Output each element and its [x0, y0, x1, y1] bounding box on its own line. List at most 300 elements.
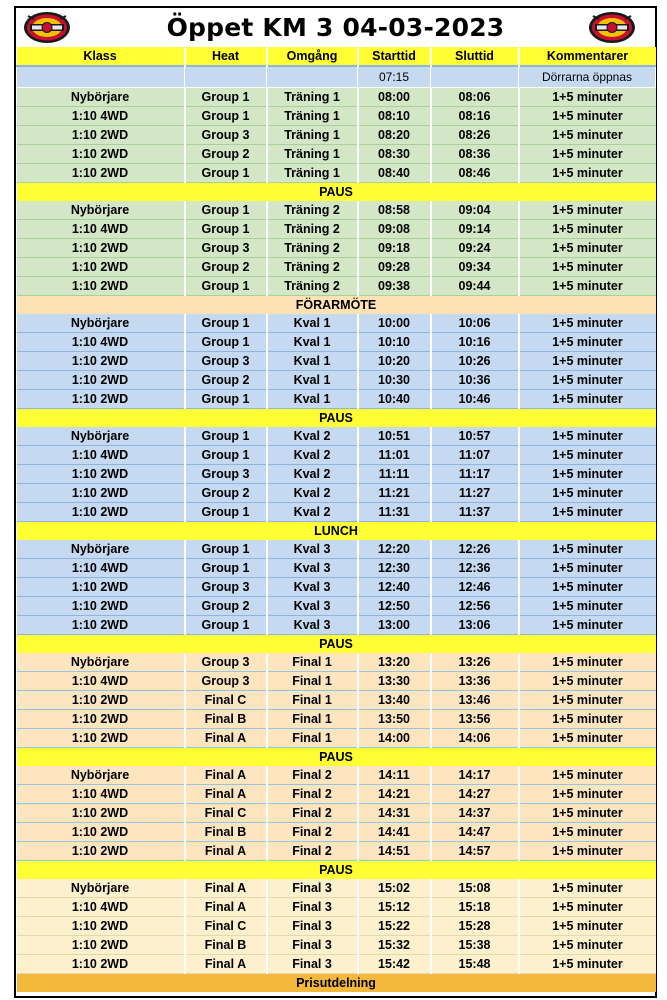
cell-heat: Group 1	[185, 332, 267, 351]
column-header-omgang: Omgång	[267, 47, 358, 66]
cell-kommentarer: 1+5 minuter	[519, 558, 656, 577]
cell-starttid: 08:30	[358, 144, 431, 163]
cell-kommentarer: 1+5 minuter	[519, 577, 656, 596]
table-row	[17, 389, 656, 408]
cell-starttid: 10:20	[358, 351, 431, 370]
cell-klass: 1:10 4WD	[17, 445, 185, 464]
cell-omgang: Kval 1	[267, 314, 358, 333]
cell-starttid: 14:51	[358, 841, 431, 860]
cell-kommentarer: 1+5 minuter	[519, 332, 656, 351]
cell-starttid: 13:30	[358, 671, 431, 690]
cell-starttid: 13:00	[358, 615, 431, 634]
section-break-row	[17, 973, 656, 992]
cell-sluttid: 11:27	[431, 483, 519, 502]
cell-klass: 1:10 2WD	[17, 690, 185, 709]
cell-kommentarer: 1+5 minuter	[519, 201, 656, 220]
table-row	[17, 954, 656, 973]
cell-omgang: Final 1	[267, 653, 358, 672]
table-row	[17, 897, 656, 916]
cell-kommentarer: 1+5 minuter	[519, 596, 656, 615]
cell-omgang: Träning 1	[267, 163, 358, 182]
cell-starttid: 14:21	[358, 784, 431, 803]
cell-kommentarer: 1+5 minuter	[519, 540, 656, 559]
cell-omgang: Kval 3	[267, 615, 358, 634]
cell-sluttid: 11:17	[431, 464, 519, 483]
cell-sluttid: 09:44	[431, 276, 519, 295]
cell-starttid: 12:30	[358, 558, 431, 577]
cell-omgang: Träning 2	[267, 238, 358, 257]
cell-omgang: Final 3	[267, 879, 358, 898]
cell	[17, 66, 185, 87]
section-break-row	[17, 295, 656, 314]
table-row	[17, 596, 656, 615]
cell-heat: Final B	[185, 822, 267, 841]
cell-klass: 1:10 2WD	[17, 483, 185, 502]
section-break-row	[17, 408, 656, 427]
table-row	[17, 483, 656, 502]
table-row	[17, 728, 656, 747]
cell-kommentarer: 1+5 minuter	[519, 841, 656, 860]
cell-starttid: 12:50	[358, 596, 431, 615]
club-emblem-icon	[587, 10, 637, 45]
cell-starttid: 09:18	[358, 238, 431, 257]
cell-sluttid: 10:16	[431, 332, 519, 351]
cell-heat: Group 1	[185, 314, 267, 333]
cell-sluttid: 08:46	[431, 163, 519, 182]
section-break-row	[17, 860, 656, 879]
cell-kommentarer: 1+5 minuter	[519, 897, 656, 916]
cell-omgang: Träning 2	[267, 219, 358, 238]
cell-kommentarer: 1+5 minuter	[519, 803, 656, 822]
cell-omgang: Träning 1	[267, 106, 358, 125]
cell-heat: Group 1	[185, 615, 267, 634]
cell-starttid: 09:08	[358, 219, 431, 238]
table-row	[17, 427, 656, 446]
cell-omgang: Final 1	[267, 728, 358, 747]
cell-omgang: Final 2	[267, 841, 358, 860]
cell-sluttid: 14:57	[431, 841, 519, 860]
cell-omgang: Final 3	[267, 897, 358, 916]
cell-klass: 1:10 2WD	[17, 615, 185, 634]
table-row	[17, 464, 656, 483]
cell-starttid: 07:15	[358, 66, 431, 87]
cell-heat: Group 1	[185, 201, 267, 220]
cell	[267, 66, 358, 87]
cell-kommentarer: 1+5 minuter	[519, 314, 656, 333]
cell-sluttid: 14:06	[431, 728, 519, 747]
cell-heat: Final C	[185, 916, 267, 935]
cell-kommentarer: 1+5 minuter	[519, 351, 656, 370]
cell-sluttid: 15:18	[431, 897, 519, 916]
cell-heat: Group 2	[185, 370, 267, 389]
cell-heat: Final A	[185, 897, 267, 916]
table-row	[17, 201, 656, 220]
table-row	[17, 445, 656, 464]
cell-heat: Group 1	[185, 87, 267, 106]
cell-klass: 1:10 2WD	[17, 935, 185, 954]
cell-omgang: Kval 2	[267, 502, 358, 521]
cell-klass: 1:10 4WD	[17, 219, 185, 238]
cell-sluttid: 15:08	[431, 879, 519, 898]
cell-sluttid: 09:14	[431, 219, 519, 238]
cell-omgang: Kval 3	[267, 558, 358, 577]
cell-heat: Group 1	[185, 427, 267, 446]
cell-klass: 1:10 2WD	[17, 709, 185, 728]
cell-omgang: Kval 1	[267, 351, 358, 370]
cell-starttid: 08:00	[358, 87, 431, 106]
cell-kommentarer: 1+5 minuter	[519, 766, 656, 785]
cell-heat: Group 1	[185, 558, 267, 577]
cell-kommentarer: 1+5 minuter	[519, 916, 656, 935]
table-row	[17, 803, 656, 822]
cell-heat: Group 1	[185, 276, 267, 295]
cell-heat: Group 2	[185, 483, 267, 502]
section-break-row	[17, 521, 656, 540]
section-break-label: LUNCH	[17, 521, 656, 540]
cell-heat: Group 1	[185, 219, 267, 238]
table-row	[17, 314, 656, 333]
cell-omgang: Kval 3	[267, 596, 358, 615]
cell-heat: Group 1	[185, 445, 267, 464]
table-row	[17, 615, 656, 634]
cell-klass: 1:10 2WD	[17, 389, 185, 408]
cell-omgang: Kval 2	[267, 464, 358, 483]
cell-starttid: 10:30	[358, 370, 431, 389]
table-row	[17, 653, 656, 672]
cell-omgang: Final 2	[267, 822, 358, 841]
cell-omgang: Träning 1	[267, 125, 358, 144]
cell-kommentarer: 1+5 minuter	[519, 257, 656, 276]
table-row	[17, 766, 656, 785]
table-row	[17, 540, 656, 559]
cell-heat: Group 3	[185, 125, 267, 144]
cell-kommentarer: Dörrarna öppnas	[519, 66, 656, 87]
title-row	[16, 8, 655, 47]
schedule-sheet	[14, 6, 657, 998]
cell-omgang: Kval 2	[267, 427, 358, 446]
cell-heat: Group 1	[185, 389, 267, 408]
cell-heat: Final C	[185, 803, 267, 822]
cell-klass: Nybörjare	[17, 427, 185, 446]
cell-omgang: Final 1	[267, 671, 358, 690]
cell-sluttid: 13:46	[431, 690, 519, 709]
cell-klass: Nybörjare	[17, 314, 185, 333]
cell-heat: Group 1	[185, 540, 267, 559]
cell	[431, 66, 519, 87]
cell-omgang: Final 2	[267, 803, 358, 822]
cell-kommentarer: 1+5 minuter	[519, 935, 656, 954]
cell-kommentarer: 1+5 minuter	[519, 822, 656, 841]
cell-klass: Nybörjare	[17, 653, 185, 672]
cell-klass: 1:10 2WD	[17, 163, 185, 182]
cell-starttid: 14:41	[358, 822, 431, 841]
cell-omgang: Träning 2	[267, 201, 358, 220]
cell-starttid: 15:02	[358, 879, 431, 898]
cell-klass: 1:10 2WD	[17, 596, 185, 615]
cell-sluttid: 10:46	[431, 389, 519, 408]
cell-sluttid: 10:06	[431, 314, 519, 333]
cell-heat: Group 1	[185, 106, 267, 125]
cell-klass: 1:10 2WD	[17, 822, 185, 841]
cell-sluttid: 09:34	[431, 257, 519, 276]
column-header-starttid: Starttid	[358, 47, 431, 66]
cell-klass: Nybörjare	[17, 879, 185, 898]
table-row	[17, 502, 656, 521]
table-row	[17, 238, 656, 257]
cell-kommentarer: 1+5 minuter	[519, 427, 656, 446]
cell-sluttid: 14:37	[431, 803, 519, 822]
cell-sluttid: 14:47	[431, 822, 519, 841]
cell-klass: 1:10 2WD	[17, 238, 185, 257]
section-break-label: PAUS	[17, 747, 656, 766]
cell-klass: 1:10 2WD	[17, 144, 185, 163]
cell-starttid: 10:51	[358, 427, 431, 446]
cell-starttid: 11:11	[358, 464, 431, 483]
club-emblem-icon	[22, 10, 72, 45]
table-row	[17, 916, 656, 935]
column-header-heat: Heat	[185, 47, 267, 66]
cell-omgang: Final 3	[267, 916, 358, 935]
cell-klass: 1:10 4WD	[17, 558, 185, 577]
cell-starttid: 14:31	[358, 803, 431, 822]
column-header-sluttid: Sluttid	[431, 47, 519, 66]
cell-starttid: 09:28	[358, 257, 431, 276]
table-row	[17, 106, 656, 125]
section-break-row	[17, 747, 656, 766]
cell-kommentarer: 1+5 minuter	[519, 87, 656, 106]
cell-starttid: 10:10	[358, 332, 431, 351]
cell-klass: 1:10 2WD	[17, 464, 185, 483]
cell-heat: Group 1	[185, 163, 267, 182]
cell-omgang: Kval 3	[267, 540, 358, 559]
cell-kommentarer: 1+5 minuter	[519, 690, 656, 709]
cell-klass: Nybörjare	[17, 540, 185, 559]
schedule-table	[16, 47, 656, 992]
cell-starttid: 10:00	[358, 314, 431, 333]
cell-starttid: 09:38	[358, 276, 431, 295]
cell-sluttid: 13:56	[431, 709, 519, 728]
cell-kommentarer: 1+5 minuter	[519, 954, 656, 973]
cell-starttid: 08:20	[358, 125, 431, 144]
cell-heat: Group 2	[185, 596, 267, 615]
cell-kommentarer: 1+5 minuter	[519, 483, 656, 502]
cell-omgang: Final 1	[267, 690, 358, 709]
table-row	[17, 370, 656, 389]
cell-kommentarer: 1+5 minuter	[519, 276, 656, 295]
cell-omgang: Kval 1	[267, 389, 358, 408]
cell-sluttid: 15:28	[431, 916, 519, 935]
cell-klass: 1:10 2WD	[17, 502, 185, 521]
cell-starttid: 08:10	[358, 106, 431, 125]
cell-heat: Final A	[185, 784, 267, 803]
cell-heat: Final A	[185, 766, 267, 785]
cell-heat: Final B	[185, 709, 267, 728]
cell-omgang: Träning 2	[267, 276, 358, 295]
cell-starttid: 15:32	[358, 935, 431, 954]
cell-heat: Group 3	[185, 577, 267, 596]
cell-sluttid: 12:46	[431, 577, 519, 596]
table-row	[17, 163, 656, 182]
cell-klass: 1:10 4WD	[17, 332, 185, 351]
cell-omgang: Final 3	[267, 935, 358, 954]
page-title: Öppet KM 3 04-03-2023	[166, 13, 505, 42]
cell-starttid: 14:00	[358, 728, 431, 747]
cell-sluttid: 13:06	[431, 615, 519, 634]
cell-klass: 1:10 4WD	[17, 897, 185, 916]
column-header-kommentarer: Kommentarer	[519, 47, 656, 66]
table-row	[17, 709, 656, 728]
table-row	[17, 935, 656, 954]
cell-starttid: 12:40	[358, 577, 431, 596]
cell-sluttid: 14:27	[431, 784, 519, 803]
cell-starttid: 11:21	[358, 483, 431, 502]
cell-heat: Group 1	[185, 502, 267, 521]
table-row	[17, 879, 656, 898]
table-row	[17, 276, 656, 295]
cell-kommentarer: 1+5 minuter	[519, 445, 656, 464]
cell-sluttid: 13:26	[431, 653, 519, 672]
cell-kommentarer: 1+5 minuter	[519, 144, 656, 163]
cell-omgang: Träning 1	[267, 87, 358, 106]
section-break-label: PAUS	[17, 182, 656, 201]
cell-klass: 1:10 2WD	[17, 257, 185, 276]
doors-open-row	[17, 66, 656, 87]
cell-klass: 1:10 2WD	[17, 954, 185, 973]
cell-sluttid: 08:06	[431, 87, 519, 106]
cell-sluttid: 15:38	[431, 935, 519, 954]
cell-sluttid: 12:26	[431, 540, 519, 559]
cell-omgang: Kval 2	[267, 483, 358, 502]
cell-starttid: 12:20	[358, 540, 431, 559]
cell-starttid: 13:40	[358, 690, 431, 709]
table-row	[17, 87, 656, 106]
cell-sluttid: 08:26	[431, 125, 519, 144]
cell-klass: 1:10 2WD	[17, 370, 185, 389]
cell-kommentarer: 1+5 minuter	[519, 370, 656, 389]
table-row	[17, 125, 656, 144]
cell-heat: Group 3	[185, 351, 267, 370]
section-break-label: PAUS	[17, 408, 656, 427]
cell-kommentarer: 1+5 minuter	[519, 502, 656, 521]
section-break-label: FÖRARMÖTE	[17, 295, 656, 314]
cell-sluttid: 10:26	[431, 351, 519, 370]
cell-klass: 1:10 2WD	[17, 351, 185, 370]
table-row	[17, 558, 656, 577]
cell-heat: Final C	[185, 690, 267, 709]
cell-kommentarer: 1+5 minuter	[519, 106, 656, 125]
cell-kommentarer: 1+5 minuter	[519, 389, 656, 408]
table-row	[17, 351, 656, 370]
cell-heat: Final A	[185, 841, 267, 860]
cell-klass: 1:10 4WD	[17, 106, 185, 125]
cell-klass: 1:10 2WD	[17, 803, 185, 822]
cell-heat: Final A	[185, 954, 267, 973]
cell-kommentarer: 1+5 minuter	[519, 671, 656, 690]
cell-starttid: 11:31	[358, 502, 431, 521]
cell-kommentarer: 1+5 minuter	[519, 709, 656, 728]
cell-kommentarer: 1+5 minuter	[519, 238, 656, 257]
cell-heat: Group 3	[185, 653, 267, 672]
section-break-row	[17, 634, 656, 653]
cell-kommentarer: 1+5 minuter	[519, 125, 656, 144]
section-break-label: Prisutdelning	[17, 973, 656, 992]
table-row	[17, 257, 656, 276]
cell-klass: 1:10 2WD	[17, 728, 185, 747]
table-row	[17, 822, 656, 841]
section-break-label: PAUS	[17, 860, 656, 879]
cell-omgang: Kval 1	[267, 370, 358, 389]
cell-klass: 1:10 2WD	[17, 916, 185, 935]
table-row	[17, 690, 656, 709]
section-break-row	[17, 182, 656, 201]
cell-sluttid: 11:07	[431, 445, 519, 464]
cell-heat: Group 3	[185, 671, 267, 690]
cell-kommentarer: 1+5 minuter	[519, 784, 656, 803]
cell-klass: 1:10 2WD	[17, 276, 185, 295]
cell-sluttid: 09:04	[431, 201, 519, 220]
cell-omgang: Kval 2	[267, 445, 358, 464]
table-row	[17, 671, 656, 690]
cell-sluttid: 08:16	[431, 106, 519, 125]
cell-starttid: 14:11	[358, 766, 431, 785]
cell-heat: Final A	[185, 728, 267, 747]
table-row	[17, 332, 656, 351]
column-header-row	[17, 47, 656, 66]
cell-klass: 1:10 4WD	[17, 784, 185, 803]
section-break-label: PAUS	[17, 634, 656, 653]
cell-sluttid: 08:36	[431, 144, 519, 163]
table-row	[17, 841, 656, 860]
cell-heat: Final B	[185, 935, 267, 954]
cell-klass: Nybörjare	[17, 87, 185, 106]
cell-klass: 1:10 4WD	[17, 671, 185, 690]
cell-sluttid: 12:36	[431, 558, 519, 577]
cell-sluttid: 10:36	[431, 370, 519, 389]
cell-klass: 1:10 2WD	[17, 577, 185, 596]
table-row	[17, 784, 656, 803]
cell-omgang: Träning 1	[267, 144, 358, 163]
cell-sluttid: 11:37	[431, 502, 519, 521]
cell-sluttid: 15:48	[431, 954, 519, 973]
cell-starttid: 10:40	[358, 389, 431, 408]
cell	[185, 66, 267, 87]
cell-sluttid: 10:57	[431, 427, 519, 446]
cell-heat: Final A	[185, 879, 267, 898]
cell-heat: Group 2	[185, 257, 267, 276]
cell-klass: 1:10 2WD	[17, 841, 185, 860]
cell-omgang: Kval 1	[267, 332, 358, 351]
column-header-klass: Klass	[17, 47, 185, 66]
cell-starttid: 11:01	[358, 445, 431, 464]
cell-kommentarer: 1+5 minuter	[519, 728, 656, 747]
cell-klass: Nybörjare	[17, 201, 185, 220]
cell-omgang: Final 2	[267, 766, 358, 785]
cell-kommentarer: 1+5 minuter	[519, 163, 656, 182]
table-row	[17, 144, 656, 163]
cell-kommentarer: 1+5 minuter	[519, 653, 656, 672]
table-row	[17, 219, 656, 238]
cell-omgang: Final 3	[267, 954, 358, 973]
cell-kommentarer: 1+5 minuter	[519, 879, 656, 898]
cell-omgang: Final 1	[267, 709, 358, 728]
cell-heat: Group 3	[185, 238, 267, 257]
cell-omgang: Kval 3	[267, 577, 358, 596]
cell-heat: Group 3	[185, 464, 267, 483]
cell-starttid: 13:20	[358, 653, 431, 672]
cell-sluttid: 13:36	[431, 671, 519, 690]
cell-starttid: 13:50	[358, 709, 431, 728]
cell-starttid: 08:58	[358, 201, 431, 220]
